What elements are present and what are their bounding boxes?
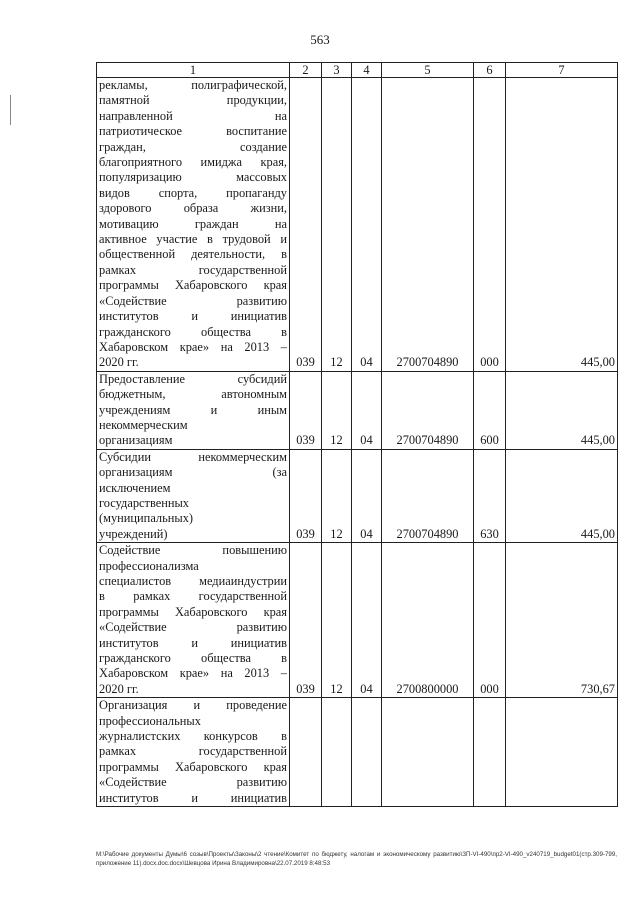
header-cell: 7 (506, 63, 618, 78)
code-admin: 039 (290, 449, 322, 542)
description-line: памятной продукции, (99, 93, 287, 108)
description-line: «Содействие развитию (99, 620, 287, 635)
code-expense-type: 630 (474, 449, 506, 542)
description-line: учреждений) (99, 526, 168, 541)
amount: 445,00 (506, 371, 618, 449)
description-line: Хабаровском крае» на 2013 – (99, 666, 287, 681)
description-line: гражданского общества в (99, 651, 287, 666)
description-line: видов спорта, пропаганду (99, 185, 287, 200)
code-admin (290, 698, 322, 807)
item-description (97, 449, 290, 542)
description-line: патриотическое воспитание (99, 124, 287, 139)
code-expense-type: 000 (474, 543, 506, 698)
description-line: рамках государственной (99, 262, 287, 277)
description-line: 2020 гг. (99, 681, 139, 696)
description-line: в рамках государственной (99, 589, 287, 604)
code-target-article (382, 698, 474, 807)
code-section: 12 (322, 78, 352, 372)
description-line: общественной деятельности, в (99, 247, 287, 262)
description-line: 2020 гг. (99, 355, 139, 370)
code-subsection (352, 698, 382, 807)
header-cell: 3 (322, 63, 352, 78)
code-subsection: 04 (352, 78, 382, 372)
description-line: гражданского общества в (99, 324, 287, 339)
header-cell: 5 (382, 63, 474, 78)
description-line: организациям (за (99, 465, 287, 480)
description-line: некоммерческим (99, 417, 188, 432)
description-line: активное участие в трудовой и (99, 232, 287, 247)
budget-table (96, 62, 618, 807)
header-cell: 4 (352, 63, 382, 78)
description-line: программы Хабаровского края (99, 278, 287, 293)
margin-mark (10, 95, 11, 125)
amount: 730,67 (506, 543, 618, 698)
code-subsection: 04 (352, 543, 382, 698)
code-subsection: 04 (352, 449, 382, 542)
description-line: Предоставление субсидий (99, 371, 287, 386)
description-line: институтов и инициатив (99, 635, 287, 650)
code-admin: 039 (290, 78, 322, 372)
description-line: (муниципальных) (99, 511, 194, 526)
code-expense-type: 000 (474, 78, 506, 372)
header-cell: 1 (97, 63, 290, 78)
item-description (97, 78, 290, 372)
description-line: благоприятного имиджа края, (99, 155, 287, 170)
code-target-article: 2700704890 (382, 78, 474, 372)
description-line: «Содействие развитию (99, 293, 287, 308)
code-section: 12 (322, 371, 352, 449)
item-description (97, 543, 290, 698)
code-expense-type: 600 (474, 371, 506, 449)
item-description (97, 698, 290, 807)
table-row (97, 698, 618, 807)
code-target-article: 2700704890 (382, 449, 474, 542)
amount: 445,00 (506, 449, 618, 542)
description-line: институтов и инициатив (99, 309, 287, 324)
description-line: специалистов медиаиндустрии (99, 574, 287, 588)
description-line: исключением (99, 480, 171, 495)
header-row (97, 63, 618, 78)
description-line: рамках государственной (99, 744, 287, 759)
table-row (97, 543, 618, 698)
description-line: Содействие повышению (99, 543, 287, 558)
description-line: государственных (99, 495, 190, 510)
item-description (97, 371, 290, 449)
table-row (97, 371, 618, 449)
code-target-article: 2700704890 (382, 371, 474, 449)
description-line: Хабаровском крае» на 2013 – (99, 339, 287, 354)
table-row (97, 78, 618, 372)
description-line: институтов и инициатив (99, 790, 287, 805)
description-line: учреждениям и иным (99, 402, 287, 417)
description-line: Субсидии некоммерческим (99, 449, 287, 464)
description-line: мотивацию граждан на (99, 216, 287, 231)
description-line: направленной на (99, 108, 287, 123)
code-expense-type (474, 698, 506, 807)
description-line: популяризацию массовых (99, 170, 287, 185)
code-admin: 039 (290, 543, 322, 698)
description-line: граждан, создание (99, 139, 287, 154)
description-line: журналистских конкурсов в (99, 729, 287, 744)
description-line: «Содействие развитию (99, 775, 287, 790)
table-row (97, 449, 618, 542)
description-line: профессиональных (99, 713, 201, 728)
page-number: 563 (310, 32, 330, 47)
description-line: профессионализма (99, 558, 199, 573)
code-section (322, 698, 352, 807)
code-admin: 039 (290, 371, 322, 449)
code-section: 12 (322, 543, 352, 698)
document-path-footer: M:\Рабочие документы Думы\6 созыв\Проекты\Законы\2 чтение\Комитет по бюджету, налогам и экономическому развитию\ЗП-VI-490\пр2-VI-490_v240719_budget01(стр.309-799, приложение 11).docx.doc.docx\Шевцова Ирина Владимировна\22.07.2019 8:48:53 (96, 851, 617, 867)
description-line: рекламы, полиграфической, (99, 78, 287, 92)
header-cell: 2 (290, 63, 322, 78)
description-line: программы Хабаровского края (99, 604, 287, 619)
header-cell: 6 (474, 63, 506, 78)
description-line: Организация и проведение (99, 698, 287, 713)
code-target-article: 2700800000 (382, 543, 474, 698)
description-line: программы Хабаровского края (99, 759, 287, 774)
code-section: 12 (322, 449, 352, 542)
description-line: бюджетным, автономным (99, 387, 287, 402)
amount: 445,00 (506, 78, 618, 372)
amount (506, 698, 618, 807)
code-subsection: 04 (352, 371, 382, 449)
description-line: здорового образа жизни, (99, 201, 287, 216)
description-line: организациям (99, 433, 173, 448)
